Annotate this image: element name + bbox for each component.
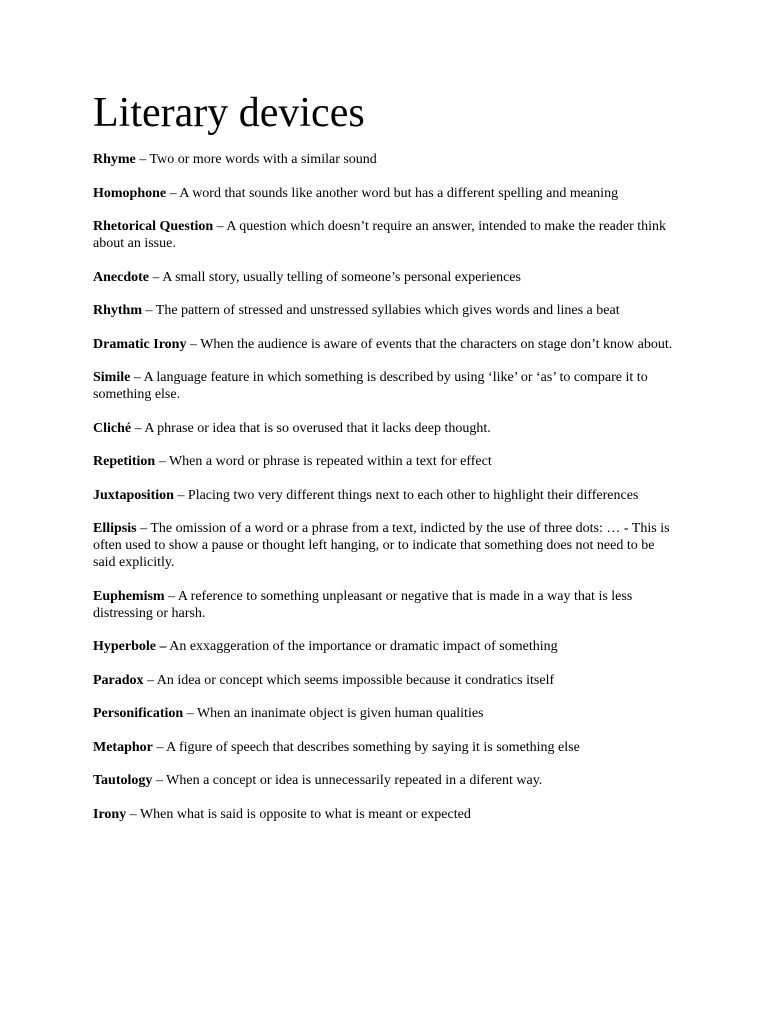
entry-separator: – [152, 739, 167, 755]
entry-term: Rhythm [93, 303, 143, 318]
entry-definition: A question which doesn’t require an answer, intended to make the reader think about an issue. [93, 219, 667, 251]
entry-separator: – [130, 370, 144, 385]
entry-hyperbole [93, 638, 673, 655]
entry-term: Paradox [93, 672, 144, 688]
entry-separator: – [126, 806, 140, 822]
entry-definition: A language feature in which something is described by using ‘like’ or ‘as’ to compare it to something else. [93, 370, 648, 402]
entry-separator: – [136, 521, 151, 536]
entry-cliche [93, 420, 673, 437]
entry-definition: When a concept or idea is unnecessarily repeated in a diferent way. [166, 773, 543, 788]
entry-separator: – [143, 672, 157, 688]
entry-definition: When an inanimate object is given human qualities [196, 706, 484, 721]
entry-term: Euphemism [93, 588, 165, 604]
entry-dramatic-irony [93, 336, 673, 353]
entry-euphemism [93, 588, 673, 622]
entry-separator: – [186, 336, 201, 352]
entry-definition: When the audience is aware of events that the characters on stage don’t know about. [200, 336, 673, 352]
entry-separator: – [213, 219, 227, 234]
entry-separator: – [155, 454, 169, 469]
entry-separator: – [166, 185, 180, 201]
entry-term: Irony [93, 806, 127, 822]
entry-term: Personification [93, 706, 184, 721]
entry-separator: – [149, 269, 163, 285]
entry-homophone [93, 185, 673, 202]
page-title: Literary devices [93, 90, 365, 136]
entry-definition: Placing two very different things next to each other to highlight their differences [187, 487, 639, 503]
entry-definition: A phrase or idea that is so overused that it lacks deep thought. [144, 420, 491, 436]
entry-separator: – [173, 487, 188, 503]
entry-definition: When a word or phrase is repeated within a text for effect [168, 454, 492, 469]
entry-ellipsis [93, 520, 673, 571]
entry-definition: An exxaggeration of the importance or dramatic impact of something [169, 639, 558, 654]
entry-definition: The pattern of stressed and unstressed syllabies which gives words and lines a beat [155, 303, 620, 318]
entry-separator: – [135, 152, 150, 167]
entry-metaphor [93, 739, 673, 756]
entry-rhythm [93, 302, 673, 319]
entry-rhetorical-question [93, 218, 673, 252]
entry-term: Tautology [93, 773, 153, 788]
entry-irony [93, 806, 673, 823]
entry-definition: A small story, usually telling of someone’s personal experiences [162, 269, 521, 285]
entry-definition: Two or more words with a similar sound [149, 152, 377, 167]
entry-rhyme [93, 151, 673, 168]
entry-term: Ellipsis [93, 521, 137, 536]
entry-term: Dramatic Irony [93, 336, 187, 352]
entry-separator: – [131, 420, 145, 436]
entry-definition: A figure of speech that describes something by saying it is something else [166, 739, 580, 755]
entry-separator: – [142, 303, 156, 318]
entry-definition: The omission of a word or a phrase from a text, indicted by the use of three dots: … - This is often used to show a pause or thought left hanging, or to indicate that something does not need to be said explicitly. [93, 521, 670, 570]
document-page [93, 87, 673, 839]
entry-juxtaposition [93, 487, 673, 504]
entry-personification [93, 705, 673, 722]
entry-separator: – [183, 706, 197, 721]
entry-term: Simile [93, 370, 131, 385]
entry-term: Cliché [93, 420, 132, 436]
entry-term: Rhetorical Question [93, 219, 214, 234]
entry-definition: A reference to something unpleasant or negative that is made in a way that is less distressing or harsh. [93, 588, 633, 621]
entry-separator: – [152, 773, 167, 788]
entry-term: Repetition [93, 454, 156, 469]
entry-term: Hyperbole – [93, 639, 167, 654]
entry-term: Metaphor [93, 739, 153, 755]
entry-term: Anecdote [93, 269, 149, 285]
entry-tautology [93, 772, 673, 789]
entry-definition: An idea or concept which seems impossible because it condratics itself [156, 672, 555, 688]
entry-separator: – [164, 588, 178, 604]
entry-paradox [93, 672, 673, 689]
entry-term: Homophone [93, 185, 167, 201]
entry-anecdote [93, 269, 673, 286]
entry-definition: A word that sounds like another word but has a different spelling and meaning [179, 185, 619, 201]
entry-definition: When what is said is opposite to what is meant or expected [139, 806, 471, 822]
entry-term: Juxtaposition [93, 487, 174, 503]
entry-simile [93, 369, 673, 403]
entry-term: Rhyme [93, 152, 136, 167]
entry-repetition [93, 453, 673, 470]
